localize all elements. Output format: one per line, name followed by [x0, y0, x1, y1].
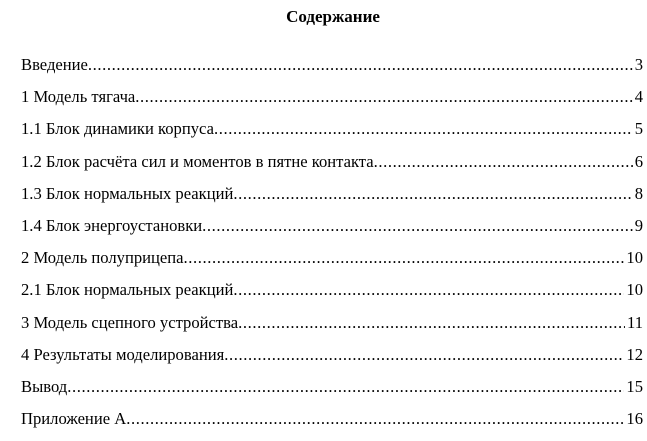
toc-entry-page-number: 10 [626, 280, 643, 300]
dot-leader [126, 409, 624, 429]
toc-entry-page-number: 12 [626, 344, 643, 364]
toc-entry-label: 1.2 Блок расчёта сил и моментов в пятне контакта [21, 151, 374, 171]
toc-entry-label: Приложение А [21, 409, 127, 429]
toc-title: Содержание [286, 7, 380, 26]
toc-entry[interactable] [21, 313, 643, 345]
toc-entry[interactable] [21, 152, 643, 184]
toc-entry-label: 2 Модель полуприцепа [21, 248, 184, 268]
dot-leader [214, 119, 633, 139]
toc-entry[interactable] [21, 184, 643, 216]
toc-entry[interactable] [21, 409, 643, 441]
toc-entry[interactable] [21, 87, 643, 119]
dot-leader [88, 55, 633, 75]
toc-entry-label: Вывод [21, 376, 68, 396]
dot-leader [233, 184, 632, 204]
toc-entry[interactable] [21, 216, 643, 248]
toc-entry-label: 1 Модель тягача [21, 87, 136, 107]
toc-entry-page-number: 3 [634, 55, 643, 74]
toc-entry[interactable] [21, 377, 643, 409]
toc-entry-label: 3 Модель сцепного устройства [21, 312, 239, 332]
toc-entry-page-number: 9 [634, 215, 643, 235]
toc-entry-label: 1.1 Блок динамики корпуса [21, 119, 214, 139]
toc-entry-label: Введение [21, 55, 88, 74]
toc-entry[interactable] [21, 345, 643, 377]
table-of-contents [21, 55, 643, 441]
dot-leader [224, 345, 624, 365]
toc-entry-page-number: 6 [634, 151, 643, 171]
dot-leader [184, 248, 625, 268]
toc-entry-label: 1.4 Блок энергоустановки [21, 215, 203, 235]
toc-entry-page-number: 10 [626, 248, 643, 268]
toc-entry[interactable] [21, 55, 643, 87]
toc-entry-page-number: 11 [627, 312, 643, 332]
toc-entry[interactable] [21, 119, 643, 151]
toc-entry-label: 4 Результаты моделирования [21, 344, 225, 364]
toc-entry-label: 1.3 Блок нормальных реакций [21, 183, 234, 203]
dot-leader [233, 280, 624, 300]
toc-entry[interactable] [21, 248, 643, 280]
dot-leader [202, 216, 633, 236]
toc-entry[interactable] [21, 280, 643, 312]
toc-entry-page-number: 4 [634, 87, 643, 107]
dot-leader [135, 87, 632, 107]
dot-leader [238, 313, 625, 333]
toc-entry-page-number: 16 [626, 409, 643, 429]
dot-leader [67, 377, 624, 397]
toc-entry-page-number: 15 [626, 376, 643, 396]
toc-entry-page-number: 5 [634, 119, 643, 139]
toc-entry-page-number: 8 [634, 183, 643, 203]
toc-entry-label: 2.1 Блок нормальных реакций [21, 280, 234, 300]
dot-leader [374, 152, 633, 172]
